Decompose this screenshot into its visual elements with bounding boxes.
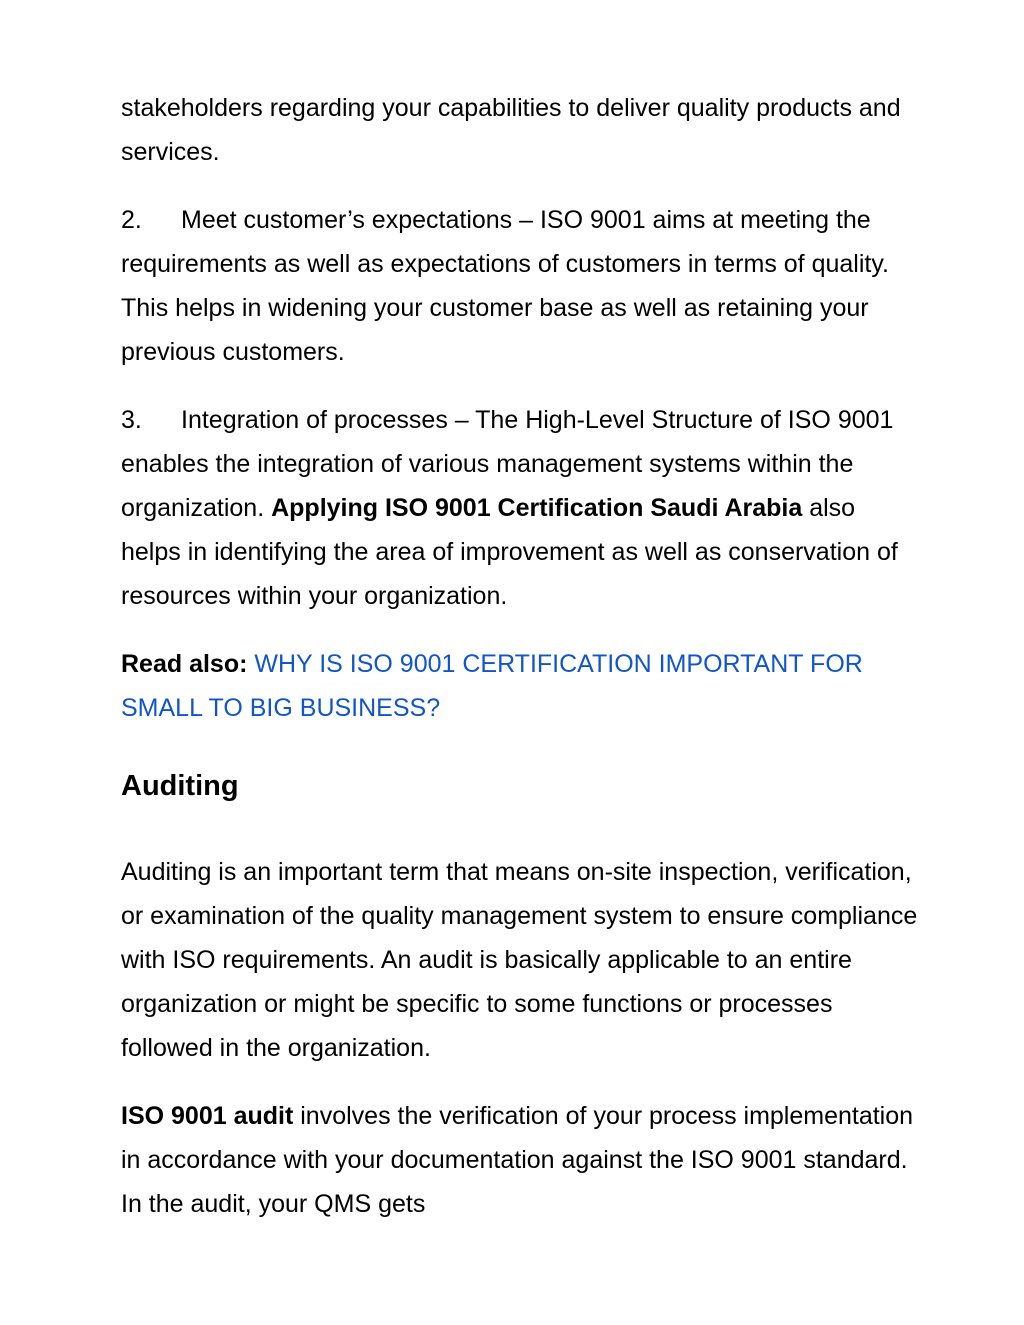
section-heading: Auditing <box>121 770 239 802</box>
bold-keyword: Applying ISO 9001 Certification Saudi Arabia <box>271 494 803 522</box>
read-also-label: Read also: <box>121 650 248 678</box>
list-item-number: 3. <box>121 406 142 434</box>
audit-paragraph-2 <box>121 1094 921 1226</box>
list-item-number: 2. <box>121 206 142 234</box>
list-item-3 <box>121 398 921 618</box>
bold-keyword: ISO 9001 audit <box>121 1102 294 1130</box>
read-also-link[interactable]: WHY IS ISO 9001 CERTIFICATION IMPORTANT FOR SMALL TO BIG BUSINESS? <box>121 650 863 722</box>
paragraph-text: involves the verification of your process implementation in accordance with your documentation against the ISO 9001 standard. In the audit, your QMS gets <box>121 1102 914 1218</box>
document-page <box>121 86 921 1226</box>
intro-paragraph-tail: stakeholders regarding your capabilities to deliver quality products and services. <box>121 94 901 166</box>
list-item-2 <box>121 198 921 374</box>
list-item-text-after: also helps in identifying the area of improvement as well as conservation of resources within your organization. <box>121 494 898 610</box>
auditing-paragraph: Auditing is an important term that means on-site inspection, verification, or examination of the quality management system to ensure compliance with ISO requirements. An audit is basically applicable to an entire organization or might be specific to some functions or processes followed in the organization. <box>121 858 918 1062</box>
list-item-text: Meet customer’s expectations – ISO 9001 aims at meeting the requirements as well as expectations of customers in terms of quality. This helps in widening your customer base as well as retaining your previous customers. <box>121 206 889 366</box>
list-item-text-before: Integration of processes – The High-Level Structure of ISO 9001 enables the integration of various management systems within the organization. <box>121 406 894 522</box>
read-also <box>121 642 921 730</box>
